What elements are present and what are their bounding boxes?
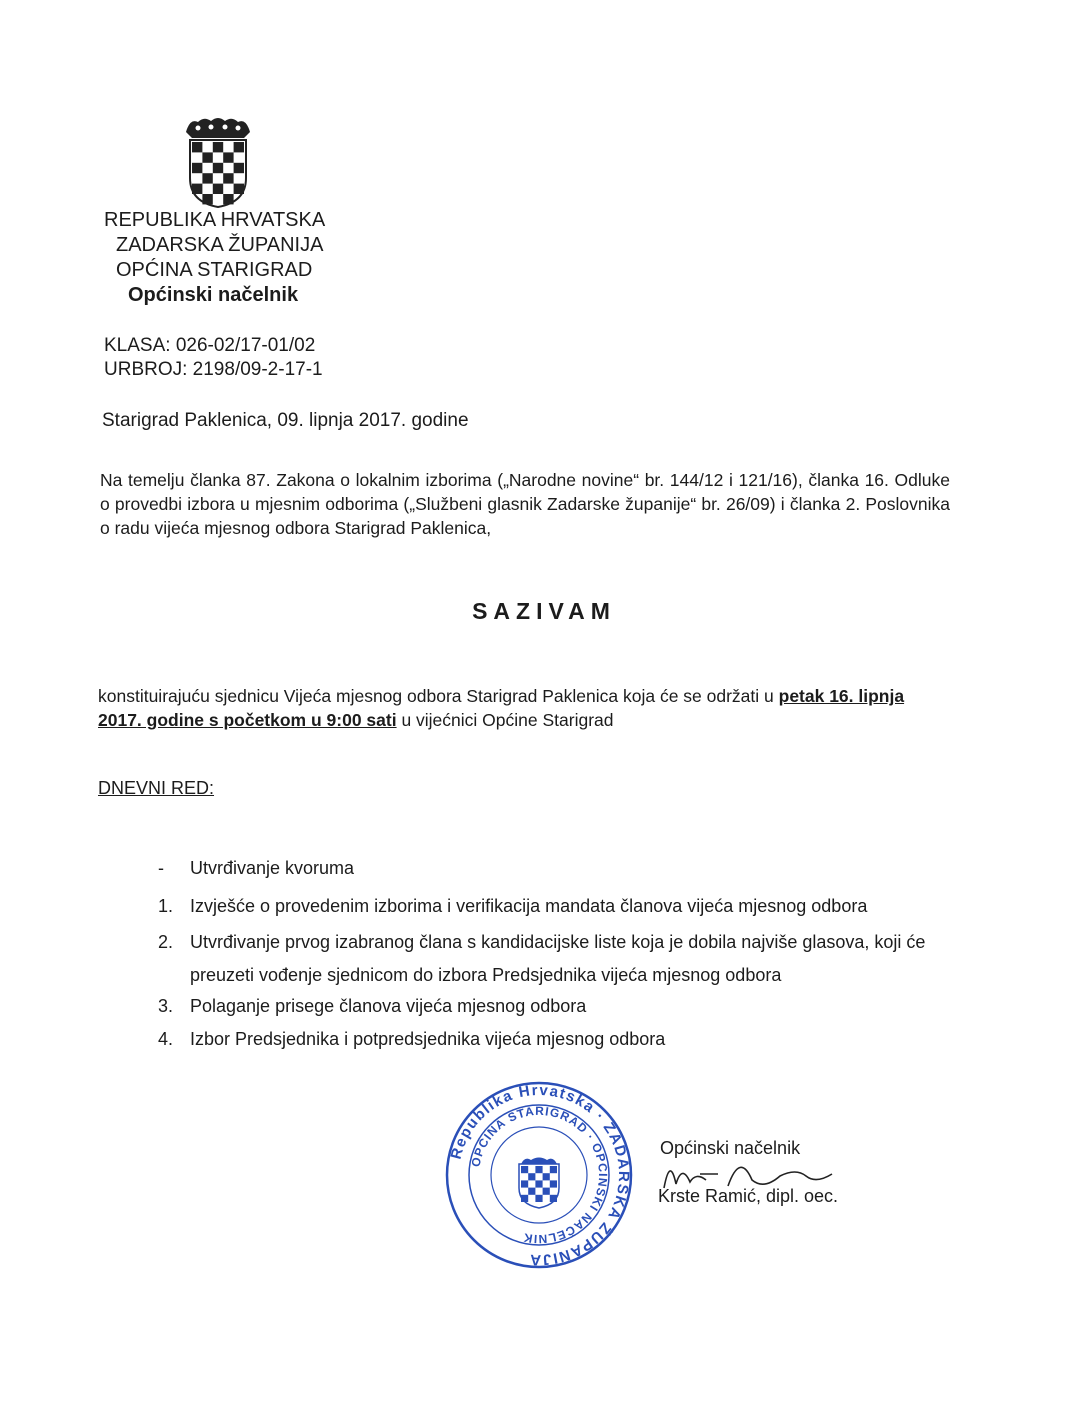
- place-and-date: Starigrad Paklenica, 09. lipnja 2017. godine: [102, 410, 469, 431]
- header-municipality: OPĆINA STARIGRAD: [116, 259, 313, 281]
- official-seal-icon: [444, 1080, 634, 1270]
- agenda-item-marker: 2.: [158, 932, 174, 952]
- session-date-time: petak 16. lipnja 2017. godine s početkom u 9:00 sati: [98, 686, 905, 730]
- agenda-item: [158, 855, 990, 881]
- agenda-item-text: Izbor Predsjednika i potpredsjednika vijeća mjesnog odbora: [190, 1029, 666, 1049]
- agenda-heading: DNEVNI RED:: [98, 778, 215, 798]
- agenda-item-marker: 4.: [158, 1029, 174, 1049]
- agenda-item-marker: 3.: [158, 996, 174, 1016]
- seal-middle-text: OPĆINA STARIGRAD · OPĆINSKI NAČELNIK: [468, 1103, 611, 1247]
- agenda-item: [158, 993, 990, 1019]
- coat-of-arms-icon: [184, 116, 252, 208]
- agenda-item-marker: -: [158, 858, 164, 878]
- announcement-text-start: konstituirajuću sjednicu Vijeća mjesnog odbora Starigrad Paklenica koja će se održati u: [98, 686, 779, 706]
- signatory-name: Krste Ramić, dipl. oec.: [658, 1186, 839, 1206]
- announcement-text-end: u vijećnici Općine Starigrad: [396, 710, 614, 730]
- urbroj-reference: URBROJ: 2198/09-2-17-1: [104, 359, 323, 380]
- seal-outer-text: Republika Hrvatska · ZADARSKA ŽUPANIJA: [447, 1081, 633, 1269]
- agenda-item-text: Utvrđivanje kvoruma: [190, 858, 355, 878]
- agenda-item-marker: 1.: [158, 896, 174, 916]
- agenda-item-text: Polaganje prisege članova vijeća mjesnog odbora: [190, 996, 587, 1016]
- klasa-reference: KLASA: 026-02/17-01/02: [104, 335, 316, 356]
- signatory-title: Općinski načelnik: [660, 1138, 801, 1158]
- header-office: Općinski načelnik: [128, 284, 299, 306]
- agenda-item-text: Utvrđivanje prvog izabranog člana s kandidacijske liste koja je dobila najviše glasova, koji će preuzeti vođenje sjednicom do izbora Predsjednika vijeća mjesnog odbora: [190, 932, 926, 985]
- header-country: REPUBLIKA HRVATSKA: [104, 209, 326, 231]
- legal-basis-paragraph: Na temelju članka 87. Zakona o lokalnim izborima („Narodne novine“ br. 144/12 i 121/16), članka 16. Odluke o provedbi izbora u mjesnim odborima („Službeni glasnik Zadarske županije“ br. 26/09) i članka 2. Poslovnika o radu vijeća mjesnog odbora Starigrad Paklenica,: [100, 470, 950, 538]
- agenda-item: [158, 926, 980, 992]
- agenda-item: [158, 893, 990, 919]
- session-announcement: [98, 684, 948, 732]
- document-title: SAZIVAM: [472, 598, 616, 624]
- agenda-item: [158, 1026, 990, 1052]
- agenda-item-text: Izvješće o provedenim izborima i verifikacija mandata članova vijeća mjesnog odbora: [190, 896, 868, 916]
- header-county: ZADARSKA ŽUPANIJA: [116, 234, 324, 256]
